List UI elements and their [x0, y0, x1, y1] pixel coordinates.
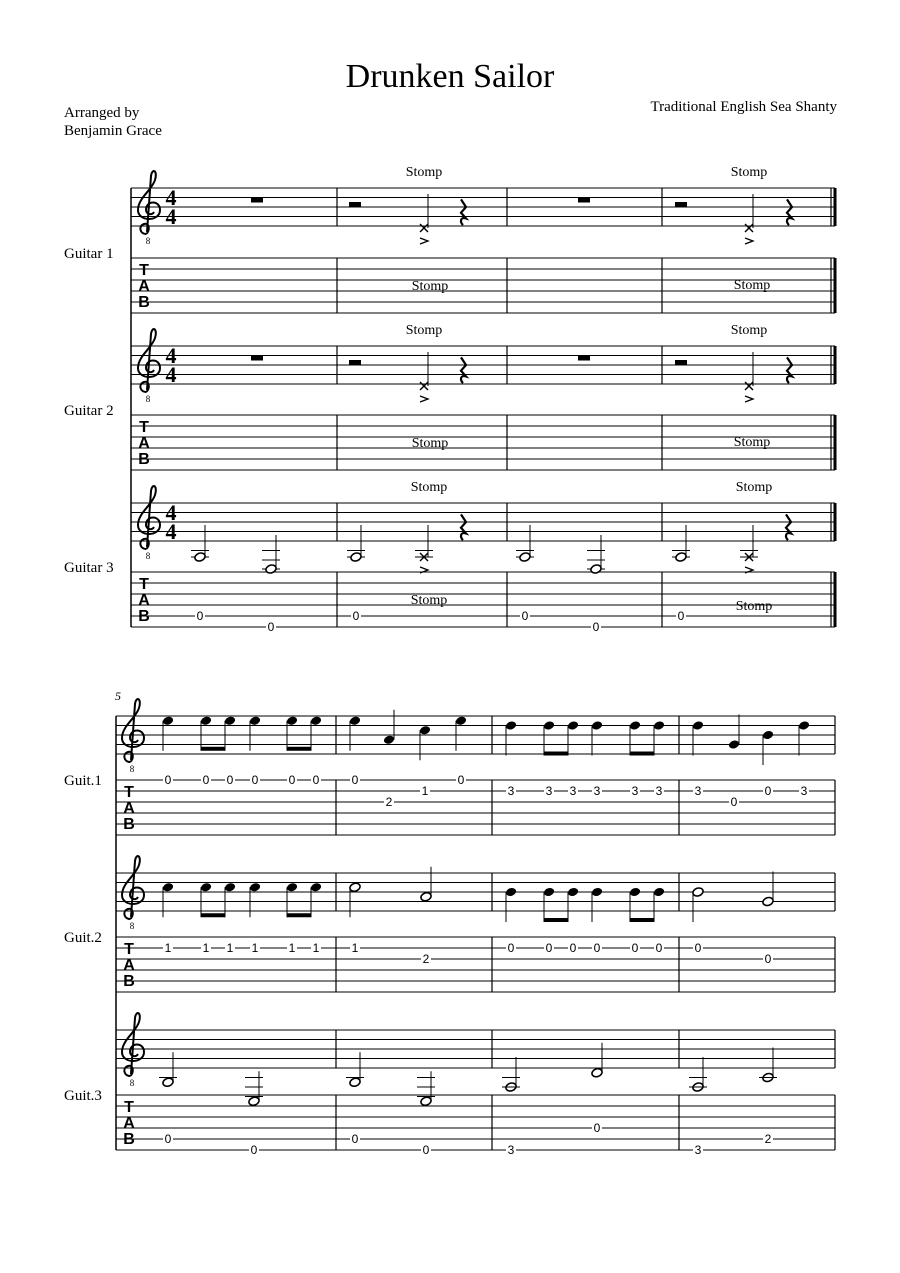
tab-clef-a: A [138, 278, 150, 295]
half-note-e2 [265, 564, 277, 575]
tab-fret-number: 0 [312, 773, 320, 787]
tab-fret-number: 0 [288, 773, 296, 787]
tab-clef-t: T [124, 941, 134, 958]
stomp-label: Stomp [405, 323, 443, 338]
tab-stomp-label: Stomp [411, 279, 449, 294]
tab-fret-number: 0 [251, 773, 259, 787]
quarter-rest [461, 199, 466, 225]
tab-fret-number: 3 [631, 784, 639, 798]
guitar3-tab-staff-system2 [116, 1095, 835, 1150]
guitar3-treble-clef [138, 486, 160, 561]
tab-fret-number: 3 [694, 1143, 702, 1157]
half-notehead [248, 1096, 260, 1107]
guitar3-treble-clef-system2 [122, 1013, 144, 1088]
tab-fret-number: 0 [730, 795, 738, 809]
half-notehead [420, 891, 432, 902]
tab-fret-number: 0 [521, 609, 529, 623]
guitar2-time-signature [166, 343, 177, 387]
arranger-label: Arranged by [64, 105, 140, 121]
guitar3-staff [131, 503, 835, 541]
treble-clef-glyph [122, 699, 144, 762]
tab-fret-number: 0 [422, 1143, 430, 1157]
eighth-beam [201, 913, 225, 917]
tab-stomp-label: Stomp [410, 593, 448, 608]
half-rest [675, 360, 687, 365]
time-sig-top: 4 [165, 185, 177, 210]
eighth-beam [201, 747, 225, 751]
tab-clef-b: B [138, 294, 150, 311]
guitar1-treble-clef [138, 171, 160, 246]
tab-clef-t: T [124, 1099, 134, 1116]
tab-clef-t: T [139, 419, 149, 436]
notehead [419, 725, 431, 736]
treble-clef-glyph [138, 329, 160, 392]
tab-fret-number: 0 [592, 620, 600, 634]
tab-fret-number: 1 [421, 784, 429, 798]
instrument-name-guitar1: Guitar 1 [64, 246, 114, 262]
guitar1-tab-staff-system2 [116, 780, 835, 835]
stomp-label: Stomp [735, 480, 773, 495]
quarter-rest [461, 357, 466, 383]
tab-clef-b: B [123, 1131, 135, 1148]
half-note-a2 [194, 552, 206, 563]
notehead [162, 882, 174, 893]
tab-fret-number: 1 [351, 941, 359, 955]
accent-mark [420, 396, 428, 402]
eighth-beam [630, 752, 654, 756]
notehead [455, 715, 467, 726]
clef-octave-mark: 8 [129, 921, 135, 931]
tab-fret-number: 0 [164, 1132, 172, 1146]
tab-clef-t: T [124, 784, 134, 801]
notehead [505, 887, 517, 898]
half-rest [349, 360, 361, 365]
notehead [543, 887, 555, 898]
tab-fret-number: 3 [569, 784, 577, 798]
tab-clef-b: B [123, 816, 135, 833]
quarter-rest [786, 514, 791, 540]
time-sig-top: 4 [165, 343, 177, 368]
notehead [249, 715, 261, 726]
whole-rest [578, 198, 590, 203]
half-notehead [420, 1096, 432, 1107]
notehead [798, 720, 810, 731]
guitar1-staff [131, 188, 835, 226]
tab-fret-number: 2 [422, 952, 430, 966]
eighth-beam [544, 752, 568, 756]
half-notehead [349, 882, 361, 893]
half-notehead [762, 896, 774, 907]
half-notehead [349, 1077, 361, 1088]
treble-clef-glyph [138, 171, 160, 234]
instrument-name-guit3: Guit.3 [64, 1088, 102, 1104]
guitar3-tab-staff [131, 572, 835, 627]
notehead [162, 715, 174, 726]
instrument-name-guit1: Guit.1 [64, 773, 102, 789]
eighth-beam [287, 913, 311, 917]
notehead [567, 887, 579, 898]
tab-fret-number: 0 [507, 941, 515, 955]
clef-octave-mark: 8 [145, 394, 151, 404]
notehead [286, 882, 298, 893]
instrument-name-guitar2: Guitar 2 [64, 403, 114, 419]
tab-clef-a: A [123, 1115, 135, 1132]
half-note-e2 [590, 564, 602, 575]
arranger-name: Benjamin Grace [64, 123, 162, 139]
tab-fret-number: 1 [164, 941, 172, 955]
tab-fret-number: 2 [764, 1132, 772, 1146]
stomp-label: Stomp [730, 165, 768, 180]
tab-fret-number: 3 [507, 1143, 515, 1157]
notehead [762, 730, 774, 741]
tab-fret-number: 0 [593, 1121, 601, 1135]
tab-clef-b: B [123, 973, 135, 990]
quarter-rest [461, 514, 466, 540]
tab-fret-number: 0 [631, 941, 639, 955]
notehead [653, 720, 665, 731]
notehead [505, 720, 517, 731]
half-rest [675, 202, 687, 207]
tab-fret-number: 2 [385, 795, 393, 809]
time-sig-top: 4 [165, 500, 177, 525]
tab-clef-a: A [123, 957, 135, 974]
notehead [349, 715, 361, 726]
clef-octave-mark: 8 [145, 236, 151, 246]
tab-stomp-label: Stomp [733, 278, 771, 293]
tab-fret-number: 0 [267, 620, 275, 634]
tab-fret-number: 3 [593, 784, 601, 798]
tab-fret-number: 1 [312, 941, 320, 955]
stomp-label: Stomp [405, 165, 443, 180]
notehead [224, 715, 236, 726]
guitar2-staff [131, 346, 835, 384]
stomp-note [406, 323, 443, 402]
notehead [591, 720, 603, 731]
tab-fret-number: 0 [457, 773, 465, 787]
half-notehead [162, 1077, 174, 1088]
tab-fret-number: 0 [202, 773, 210, 787]
whole-rest [251, 356, 263, 361]
accent-mark [420, 238, 428, 244]
quarter-rest [787, 357, 792, 383]
guitar2-tab-staff [131, 415, 835, 470]
quarter-rest [787, 199, 792, 225]
tab-fret-number: 0 [250, 1143, 258, 1157]
half-note-a2 [519, 552, 531, 563]
accent-mark [745, 396, 753, 402]
notehead [591, 887, 603, 898]
guitar2-treble-clef-system2 [122, 856, 144, 931]
half-rest [349, 202, 361, 207]
whole-rest [251, 198, 263, 203]
guitar2-treble-clef [138, 329, 160, 404]
notehead [692, 720, 704, 731]
tab-fret-number: 3 [694, 784, 702, 798]
tab-fret-number: 3 [545, 784, 553, 798]
tab-fret-number: 3 [800, 784, 808, 798]
notehead [728, 739, 740, 750]
eighth-beam [287, 747, 311, 751]
tab-fret-number: 0 [545, 941, 553, 955]
guitar1-treble-clef-system2 [122, 699, 144, 774]
stomp-note [731, 323, 768, 402]
time-sig-bottom: 4 [165, 519, 177, 544]
notehead [383, 734, 395, 745]
whole-rest [578, 356, 590, 361]
stomp-label: Stomp [730, 323, 768, 338]
tab-fret-number: 3 [655, 784, 663, 798]
time-sig-bottom: 4 [165, 204, 177, 229]
eighth-beam [630, 918, 654, 922]
guitar2-tab-staff-system2 [116, 937, 835, 992]
tab-fret-number: 1 [226, 941, 234, 955]
treble-clef-glyph [138, 486, 160, 549]
composer-credit: Traditional English Sea Shanty [650, 99, 837, 115]
instrument-name-guit2: Guit.2 [64, 930, 102, 946]
tab-fret-number: 0 [569, 941, 577, 955]
notehead [543, 720, 555, 731]
accent-mark [745, 238, 753, 244]
notehead [629, 887, 641, 898]
tab-fret-number: 0 [164, 773, 172, 787]
guitar3-staff-system2 [116, 1030, 835, 1068]
stomp-label: Stomp [410, 480, 448, 495]
notehead [567, 720, 579, 731]
tab-clef-t: T [139, 576, 149, 593]
tab-stomp-label: Stomp [411, 436, 449, 451]
half-note-a2 [675, 552, 687, 563]
tab-clef-a: A [138, 435, 150, 452]
notehead [249, 882, 261, 893]
measure-number: 5 [115, 689, 121, 703]
treble-clef-glyph [122, 856, 144, 919]
notehead [286, 715, 298, 726]
guitar1-time-signature [166, 185, 177, 229]
notehead [200, 715, 212, 726]
eighth-beam [544, 918, 568, 922]
tab-clef-t: T [139, 262, 149, 279]
tab-fret-number: 0 [764, 784, 772, 798]
notehead [310, 715, 322, 726]
guitar3-time-signature [166, 500, 177, 544]
clef-octave-mark: 8 [129, 1078, 135, 1088]
tab-clef-b: B [138, 451, 150, 468]
guitar2-staff-system2 [116, 873, 835, 911]
clef-octave-mark: 8 [129, 764, 135, 774]
tab-fret-number: 0 [694, 941, 702, 955]
tab-fret-number: 1 [251, 941, 259, 955]
stomp-note [406, 165, 443, 244]
tab-fret-number: 3 [507, 784, 515, 798]
tab-fret-number: 1 [288, 941, 296, 955]
score-title: Drunken Sailor [345, 58, 555, 95]
stomp-note [731, 165, 768, 244]
treble-clef-glyph [122, 1013, 144, 1076]
tab-fret-number: 0 [351, 1132, 359, 1146]
instrument-name-guitar3: Guitar 3 [64, 560, 114, 576]
half-notehead [692, 887, 704, 898]
half-notehead [591, 1067, 603, 1078]
tab-fret-number: 0 [352, 609, 360, 623]
clef-octave-mark: 8 [145, 551, 151, 561]
tab-fret-number: 1 [202, 941, 210, 955]
notehead [310, 882, 322, 893]
tab-fret-number: 0 [226, 773, 234, 787]
tab-fret-number: 0 [655, 941, 663, 955]
tab-fret-number: 0 [677, 609, 685, 623]
tab-clef-a: A [138, 592, 150, 609]
tab-stomp-label: Stomp [735, 599, 773, 614]
tab-clef-a: A [123, 800, 135, 817]
half-note-a2 [350, 552, 362, 563]
notehead [653, 887, 665, 898]
tab-stomp-label: Stomp [733, 435, 771, 450]
time-sig-bottom: 4 [165, 362, 177, 387]
tab-fret-number: 0 [196, 609, 204, 623]
notehead [224, 882, 236, 893]
tab-fret-number: 0 [351, 773, 359, 787]
tab-fret-number: 0 [764, 952, 772, 966]
tab-clef-b: B [138, 608, 150, 625]
notehead [200, 882, 212, 893]
notehead [629, 720, 641, 731]
tab-fret-number: 0 [593, 941, 601, 955]
guitar1-tab-staff [131, 258, 835, 313]
